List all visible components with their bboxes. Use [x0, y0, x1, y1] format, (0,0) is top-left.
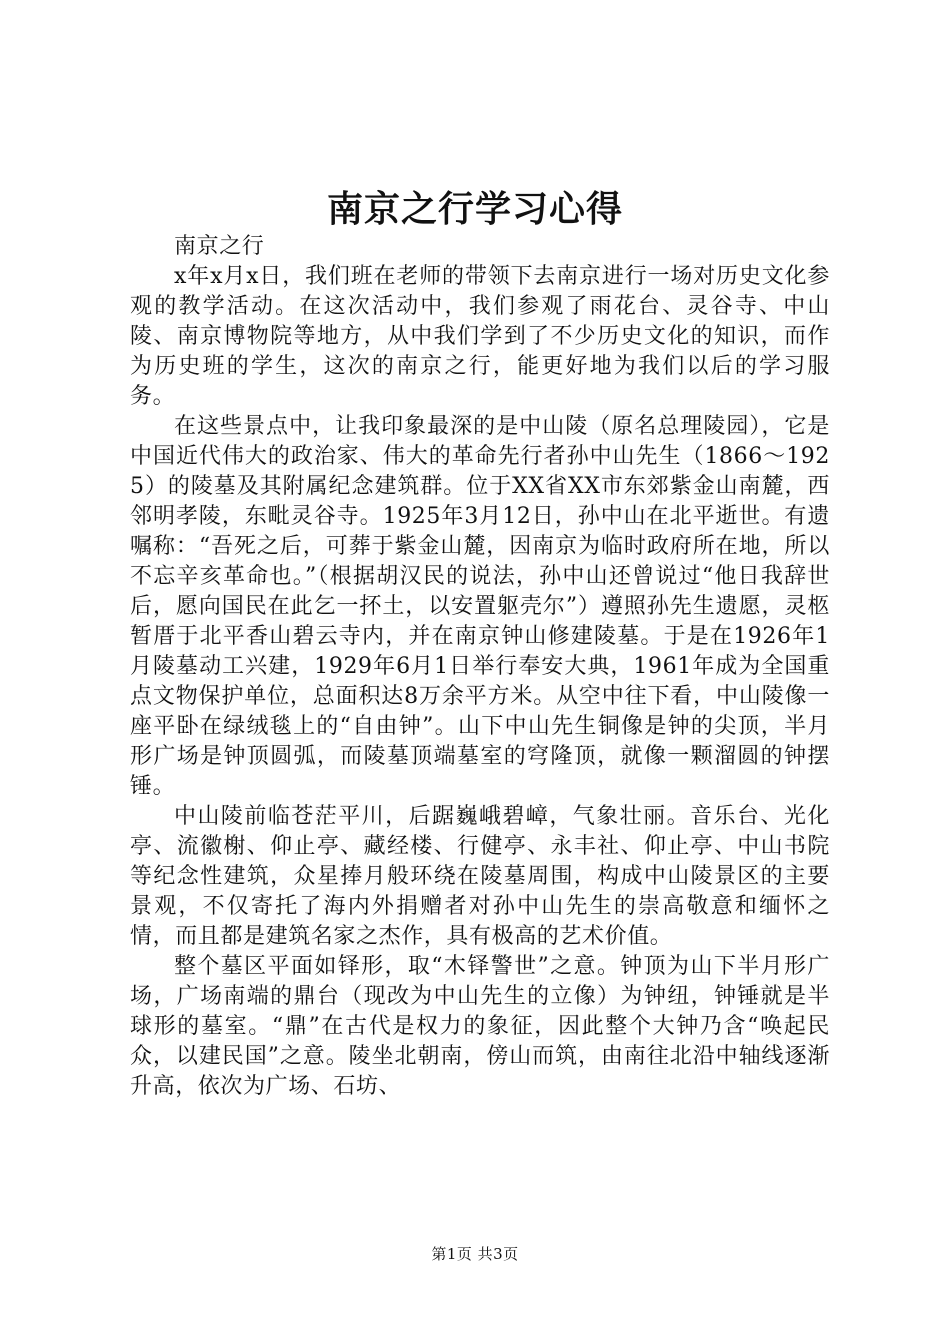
page-footer: 第1页 共3页 [431, 1245, 519, 1263]
document-title: 南京之行学习心得 [326, 188, 623, 230]
document-subtitle: 南京之行 [174, 234, 265, 259]
document-body [130, 232, 830, 1102]
paragraph-1: x年x月x日，我们班在老师的带领下去南京进行一场对历史文化参观的教学活动。在这次活动中，我们参观了雨花台、灵谷寺、中山陵、南京博物院等地方，从中我们学到了不少历史文化的知识，而作为历史班的学生，这次的南京之行，能更好地为我们以后的学习服务。 [130, 264, 830, 409]
paragraph-3: 中山陵前临苍茫平川，后踞巍峨碧嶂，气象壮丽。音乐台、光化亭、流徽榭、仰止亭、藏经楼、行健亭、永丰社、仰止亭、中山书院等纪念性建筑，众星捧月般环绕在陵墓周围，构成中山陵景区的主要景观，不仅寄托了海内外捐赠者对孙中山先生的崇高敬意和缅怀之情，而且都是建筑名家之杰作，具有极高的艺术价值。 [130, 804, 830, 949]
paragraph-4: 整个墓区平面如铎形，取“木铎警世”之意。钟顶为山下半月形广场，广场南端的鼎台（现改为中山先生的立像）为钟纽，钟锤就是半球形的墓室。“鼎”在古代是权力的象征，因此整个大钟乃含“唤起民众，以建民国”之意。陵坐北朝南，傍山而筑，由南往北沿中轴线逐渐升高，依次为广场、石坊、 [130, 954, 830, 1099]
paragraph-2: 在这些景点中，让我印象最深的是中山陵（原名总理陵园），它是中国近代伟大的政治家、伟大的革命先行者孙中山先生（1866～1925）的陵墓及其附属纪念建筑群。位于XX省XX市东郊紫金山南麓，西邻明孝陵，东毗灵谷寺。1925年3月12日，孙中山在北平逝世。有遗嘱称：“吾死之后，可葬于紫金山麓，因南京为临时政府所在地，所以不忘辛亥革命也。”（根据胡汉民的说法，孙中山还曾说过“他日我辞世后，愿向国民在此乞一抔土，以安置躯壳尔”）遵照孙先生遗愿，灵柩暂厝于北平香山碧云寺内，并在南京钟山修建陵墓。于是在1926年1月陵墓动工兴建，1929年6月1日举行奉安大典，1961年成为全国重点文物保护单位，总面积达8万余平方米。从空中往下看，中山陵像一座平卧在绿绒毯上的“自由钟”。山下中山先生铜像是钟的尖顶，半月形广场是钟顶圆弧，而陵墓顶端墓室的穹隆顶，就像一颗溜圆的钟摆锤。 [130, 414, 830, 799]
